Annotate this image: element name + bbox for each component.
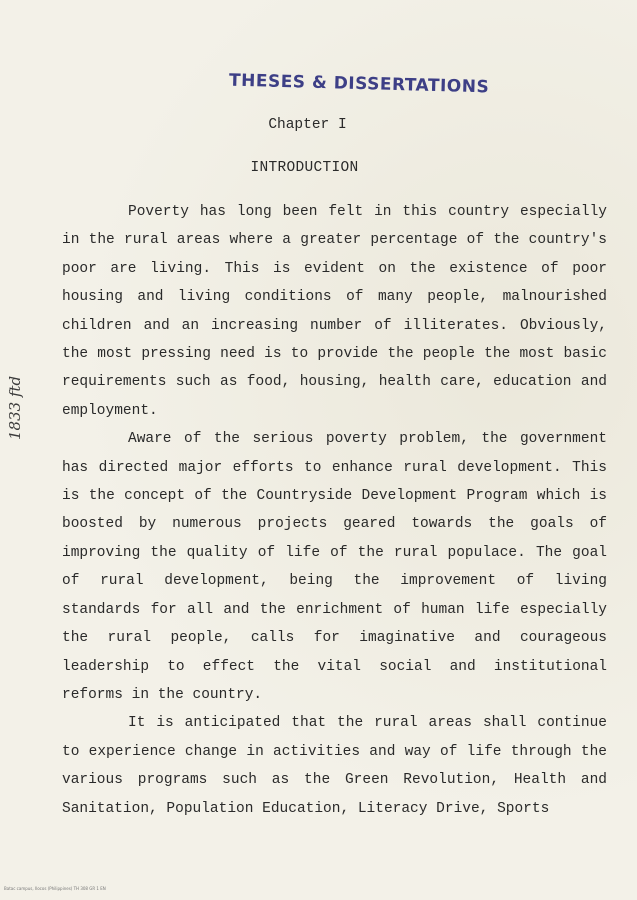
library-stamp: THESES & DISSERTATIONS	[228, 70, 490, 98]
paragraph-1: Poverty has long been felt in this country especially in the rural areas where a greater percentage of the country's poor are living. This is evident on the existence of poor housing and living conditions of many people, malnourished children and an increasing number of illiterates. Obviously, the most pressing need is to provide the people the most basic requirements such as food, housing, health care, education and employment.	[62, 204, 607, 419]
chapter-heading: Chapter I	[268, 117, 347, 133]
scan-footer: Batac campus, Ilocos (Philippines) TH 308 GR 1 EN	[4, 886, 106, 891]
handwritten-margin-note: 1833 ftd	[6, 375, 24, 440]
body-text	[62, 198, 607, 823]
section-title: INTRODUCTION	[250, 160, 359, 176]
paragraph-2: Aware of the serious poverty problem, the government has directed major efforts to enhance rural development. This is the concept of the Countryside Development Program which is boosted by numerous projects geared towards the goals of improving the quality of life of the rural populace. The goal of rural development, being the improvement of living standards for all and the enrichment of human life especially the rural people, calls for imaginative and courageous leadership to effect the vital social and institutional reforms in the country.	[62, 431, 607, 703]
paragraph-3: It is anticipated that the rural areas shall continue to experience change in activities and way of life through the various programs such as the Green Revolution, Health and Sanitation, Population Education, Literacy Drive, Sports	[62, 715, 607, 817]
